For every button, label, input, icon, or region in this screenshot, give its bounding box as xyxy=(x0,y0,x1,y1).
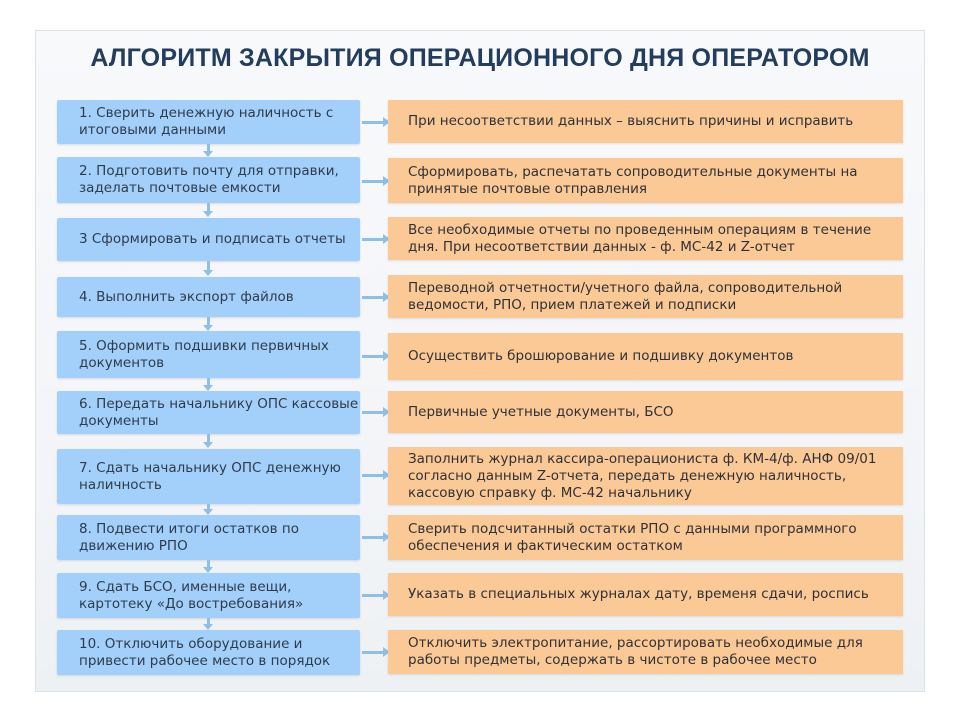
step-box: 9. Сдать БСО, именные вещи, картотеку «До востребования» xyxy=(57,573,360,618)
arrow-down-icon xyxy=(207,504,210,510)
step-box: 8. Подвести итоги остатков по движению РПО xyxy=(57,515,360,560)
arrow-right-icon xyxy=(362,474,384,477)
step-box: 6. Передать начальнику ОПС кассовые документы xyxy=(57,391,360,434)
action-box: При несоответствии данных – выяснить причины и исправить xyxy=(388,100,903,143)
page-title: АЛГОРИТМ ЗАКРЫТИЯ ОПЕРАЦИОННОГО ДНЯ ОПЕРАТОРОМ xyxy=(90,44,870,72)
step-box: 5. Оформить подшивки первичных документов xyxy=(57,331,360,378)
action-box: Отключить электропитание, рассортировать необходимые для работы предметы, содержать в чистоте в рабочее место xyxy=(388,630,903,674)
action-box: Заполнить журнал кассира-операциониста ф. КМ-4/ф. АНФ 09/01 согласно данным Z-отчета, передать денежную наличность, кассовую справку ф. МС-42 начальнику xyxy=(388,447,903,505)
arrow-right-icon xyxy=(362,594,384,597)
action-box: Сверить подсчитанный остатки РПО с данными программного обеспечения и фактическим остатком xyxy=(388,515,903,560)
step-box: 3 Сформировать и подписать отчеты xyxy=(57,218,360,261)
step-box: 4. Выполнить экспорт файлов xyxy=(57,277,360,317)
arrow-right-icon xyxy=(362,411,384,414)
action-box: Указать в специальных журналах дату, временя сдачи, роспись xyxy=(388,573,903,616)
arrow-down-icon xyxy=(207,203,210,212)
arrow-down-icon xyxy=(207,144,210,152)
arrow-down-icon xyxy=(207,378,210,386)
arrow-right-icon xyxy=(362,536,384,539)
arrow-right-icon xyxy=(362,296,384,299)
step-box: 7. Сдать начальнику ОПС денежную наличность xyxy=(57,449,360,504)
arrow-right-icon xyxy=(362,238,384,241)
action-box: Осуществить брошюрование и подшивку документов xyxy=(388,333,903,380)
action-box: Все необходимые отчеты по проведенным операциям в течение дня. При несоответствии данных - ф. МС-42 и Z-отчет xyxy=(388,217,903,260)
step-box: 1. Сверить денежную наличность с итоговыми данными xyxy=(57,100,360,144)
arrow-down-icon xyxy=(207,434,210,443)
arrow-down-icon xyxy=(207,560,210,568)
arrow-down-icon xyxy=(207,618,210,625)
arrow-down-icon xyxy=(207,261,210,271)
action-box: Переводной отчетности/учетного файла, сопроводительной ведомости, РПО, прием платежей и подписки xyxy=(388,275,903,318)
action-box: Первичные учетные документы, БСО xyxy=(388,391,903,433)
arrow-right-icon xyxy=(362,651,384,654)
arrow-right-icon xyxy=(362,355,384,358)
action-box: Сформировать, распечатать сопроводительные документы на принятые почтовые отправления xyxy=(388,158,903,203)
arrow-right-icon xyxy=(362,121,384,124)
arrow-right-icon xyxy=(362,180,384,183)
arrow-down-icon xyxy=(207,317,210,326)
step-box: 2. Подготовить почту для отправки, заделать почтовые емкости xyxy=(57,157,360,203)
step-box: 10. Отключить оборудование и привести рабочее место в порядок xyxy=(57,630,360,675)
